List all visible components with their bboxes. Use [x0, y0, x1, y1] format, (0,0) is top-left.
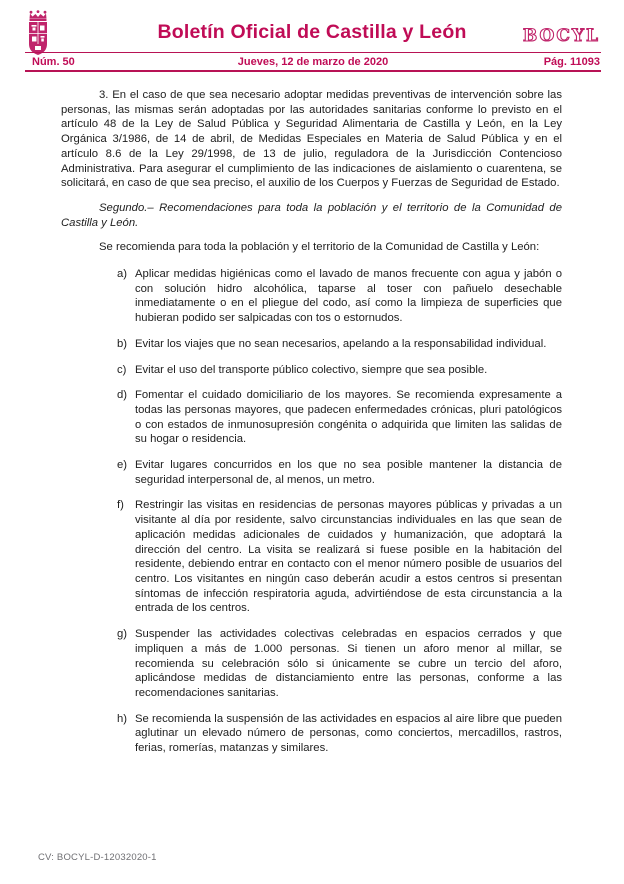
list-item-text: Evitar lugares concurridos en los que no sea posible mantener la distancia de seguridad interpersonal de, al menos, un metro. [135, 459, 562, 486]
issue-number: Núm. 50 [32, 56, 75, 68]
paragraph-intro-recommendations: Se recomienda para toda la población y el territorio de la Comunidad de Castilla y León: [99, 241, 540, 254]
list-item-text: Se recomienda la suspensión de las actividades en espacios al aire libre que pueden aglutinar un elevado número de personas, como conciertos, mercadillos, rastros, ferias, romerías, matanzas y similares. [135, 712, 562, 755]
list-item-marker: g) [117, 628, 128, 641]
paragraph-legal-measures: 3. En el caso de que sea necesario adoptar medidas preventivas de intervención sobre las personas, las mismas serán adoptadas por las autoridades sanitarias conforme lo previsto en el artículo 48 de la Ley de Salud Pública y Seguridad Alimentaria de Castilla y León, en la Ley Orgánica 3/1986, de 14 de abril, de Medidas Especiales en Materia de Salud Pública y en el artículo 8.6 de la Ley 29/1998, de 13 de julio, reguladora de la Jurisdicción Contencioso Administrativa. Para asegurar el cumplimiento de las indicaciones de aislamiento o cuarentena, se solicitará, en caso de que sea preciso, el auxilio de los Cuerpos y Fuerzas de Seguridad de Estado. [61, 89, 562, 190]
bocyl-logo: BOCYL [522, 26, 600, 46]
list-item-marker: e) [117, 459, 128, 472]
issue-info-row [25, 55, 601, 69]
list-item-marker: d) [117, 389, 128, 402]
list-item-text: Evitar el uso del transporte público colectivo, siempre que sea posible. [135, 363, 488, 376]
page-number: Pág. 11093 [543, 56, 600, 68]
list-item-text: Aplicar medidas higiénicas como el lavado de manos frecuente con agua y jabón o con solución hidro alcohólica, taparse al toser con pañuelo desechable inmediatamente o en el pliegue del codo, así como la limpieza de superficies que hubieran podido ser salpicadas con tos o estornudos. [135, 268, 562, 325]
list-item-text: Fomentar el cuidado domiciliario de los mayores. Se recomienda expresamente a todas las personas mayores, que padecen enfermedades crónicas, pluri patológicos o con estados de inmunosupresión congénita o adquirida que limiten las salidas de su hogar o residencia. [135, 389, 562, 446]
paragraph-section-heading: Segundo.– Recomendaciones para toda la población y el territorio de la Comunidad de Castilla y León. [61, 201, 562, 229]
recommendations-list [61, 267, 562, 756]
list-item [61, 498, 562, 616]
list-item-text: Suspender las actividades colectivas celebradas en espacios cerrados y que impliquen a más de 1.000 personas. Si tienen un aforo menor al millar, se recomienda su celebración sólo si únicamente se cubre un tercio del aforo, aplicándose medidas de distanciamiento entre las personas, conforme a las recomendaciones sanitarias. [135, 628, 562, 699]
list-item-marker: f) [117, 499, 124, 512]
list-item [61, 712, 562, 756]
list-item-marker: c) [117, 363, 127, 376]
list-item [61, 627, 562, 701]
list-item [61, 458, 562, 487]
list-item-marker: a) [117, 268, 128, 281]
list-item-marker: b) [117, 337, 128, 350]
list-item [61, 363, 562, 378]
document-body [61, 88, 562, 767]
list-item-marker: h) [117, 712, 128, 725]
verification-code: CV: BOCYL-D-12032020-1 [38, 852, 157, 863]
header-rule-bottom [25, 70, 601, 72]
issue-date: Jueves, 12 de marzo de 2020 [237, 56, 389, 68]
list-item-text: Evitar los viajes que no sean necesarios, apelando a la responsabilidad individual. [135, 337, 547, 350]
bulletin-title: Boletín Oficial de Castilla y León [157, 21, 467, 43]
list-item-text: Restringir las visitas en residencias de personas mayores públicas y privadas a un visitante al día por residente, salvo circunstancias individuales en las que sean de aplicación medidas adicionales de cuidados y humanización, que adoptará la dirección del centro. La visita se realizará si fuese posible en la habitación del residente, debiendo entrar en contacto con el menor número posible de usuarios del centro. Los visitantes en ningún caso deberán acudir a estos centros si presentan síntomas de infección respiratoria aguda, advirtiéndose de esta circunstancia a la entrada de los centros. [135, 499, 562, 615]
list-item [61, 388, 562, 447]
list-item [61, 337, 562, 352]
list-item [61, 267, 562, 326]
header-rule-top [25, 52, 601, 53]
